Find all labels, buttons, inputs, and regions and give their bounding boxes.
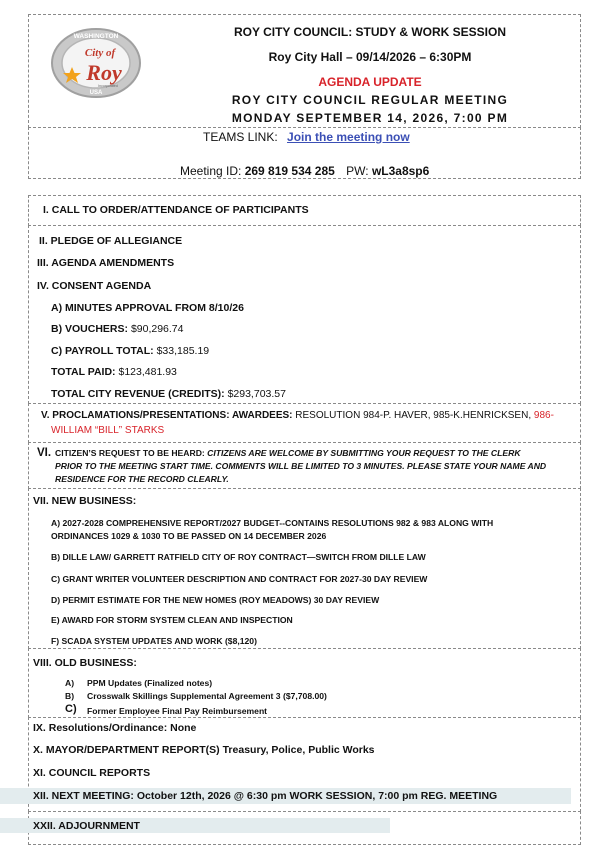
- item-iv-total-paid: [51, 366, 177, 378]
- next-meeting-date: October 12th, 2026 @ 6:30 pm: [136, 790, 287, 802]
- item-iv-total-revenue: [51, 388, 286, 400]
- meeting-date: MONDAY SEPTEMBER 14, 2026, 7:00 PM: [231, 111, 509, 125]
- item-viii-a-number: A): [65, 678, 75, 688]
- item-xxii-adjournment: XXII. ADJOURNMENT: [33, 820, 140, 832]
- item-viii-a: PPM Updates (Finalized notes): [87, 678, 213, 688]
- session-title: ROY CITY COUNCIL: STUDY & WORK SESSION: [233, 25, 507, 39]
- teams-row: [203, 130, 410, 144]
- meeting-id-label: Meeting ID:: [180, 164, 242, 178]
- meeting-name: ROY CITY COUNCIL REGULAR MEETING: [231, 93, 509, 107]
- item-vii-b: B) DILLE LAW/ GARRETT RATFIELD CITY OF ROY CONTRACT—SWITCH FROM DILLE LAW: [51, 552, 426, 562]
- item-viii-b: Crosswalk Skillings Supplemental Agreement 3 ($7,708.00): [87, 691, 327, 701]
- citizens-request-label: CITIZEN’S REQUEST TO BE HEARD:: [55, 448, 205, 458]
- svg-text:Roy: Roy: [86, 60, 122, 85]
- meeting-id-value: 269 819 534 285: [244, 164, 335, 178]
- proclamations-red-2: WILLIAM “BILL” STARKS: [51, 425, 165, 436]
- next-meeting-work-session: WORK SESSION,: [289, 790, 376, 802]
- item-iv-consent: IV. CONSENT AGENDA: [37, 280, 152, 292]
- svg-text:USA: USA: [89, 90, 103, 96]
- citizens-request-text-2: PRIOR TO THE MEETING START TIME. COMMENTS WILL BE LIMITED TO 3 MINUTES. PLEASE STATE YOUR NAME AND: [55, 461, 547, 471]
- item-vii-a-line2: ORDINANCES 1029 & 1030 TO BE PASSED ON 14 DECEMBER 2026: [51, 531, 327, 541]
- total-revenue-value: $293,703.57: [227, 388, 286, 400]
- item-ii-pledge: II. PLEDGE OF ALLEGIANCE: [39, 235, 183, 247]
- item-vii-e: E) AWARD FOR STORM SYSTEM CLEAN AND INSPECTION: [51, 615, 293, 625]
- pw-value: wL3a8sp6: [371, 164, 430, 178]
- agenda-update-label: AGENDA UPDATE: [318, 75, 422, 89]
- item-vii-c: C) GRANT WRITER VOLUNTEER DESCRIPTION AND CONTRACT FOR 2027-30 DAY REVIEW: [51, 574, 428, 584]
- item-viii-b-number: B): [65, 691, 75, 701]
- item-xi-council-reports: XI. COUNCIL REPORTS: [33, 767, 151, 779]
- svg-text:WASHINGTON: WASHINGTON: [73, 33, 119, 40]
- total-paid-value: $123,481.93: [118, 366, 177, 378]
- teams-join-link[interactable]: Join the meeting now: [287, 130, 410, 144]
- item-viii-c: Former Employee Final Pay Reimbursement: [87, 706, 268, 716]
- next-meeting-regular: 7:00 pm REG. MEETING: [378, 790, 498, 802]
- item-i-call-to-order: I. CALL TO ORDER/ATTENDANCE OF PARTICIPANTS: [43, 204, 309, 216]
- item-iv-b-vouchers: [51, 323, 184, 335]
- item-vi-number: VI.: [37, 447, 52, 459]
- section-v-box: [28, 403, 581, 443]
- next-meeting-label: XII. NEXT MEETING:: [33, 790, 134, 802]
- meeting-id-row: [180, 164, 429, 178]
- item-viii-old-business: VIII. OLD BUSINESS:: [33, 657, 137, 669]
- item-vii-new-business: VII. NEW BUSINESS:: [33, 495, 137, 507]
- proclamations-text: RESOLUTION 984-P. HAVER, 985-K.HENRICKSEN,: [295, 410, 532, 421]
- proclamations-label: V. PROCLAMATIONS/PRESENTATIONS: AWARDEES:: [41, 410, 293, 421]
- total-revenue-label: TOTAL CITY REVENUE (CREDITS):: [51, 388, 225, 400]
- vouchers-value: $90,296.74: [130, 323, 184, 335]
- payroll-label: C) PAYROLL TOTAL:: [51, 345, 154, 357]
- item-xii-next-meeting: [33, 790, 497, 802]
- teams-label: TEAMS LINK:: [203, 130, 278, 144]
- svg-text:City of: City of: [84, 47, 116, 59]
- citizens-request-text-1: CITIZENS ARE WELCOME BY SUBMITTING YOUR REQUEST TO THE CLERK: [207, 448, 521, 458]
- session-location: Roy City Hall – 09/14/2026 – 6:30PM: [268, 50, 472, 64]
- payroll-value: $33,185.19: [156, 345, 210, 357]
- vouchers-label: B) VOUCHERS:: [51, 323, 129, 335]
- proclamations-red-1: 986-: [533, 410, 554, 421]
- total-paid-label: TOTAL PAID:: [51, 366, 116, 378]
- item-iv-c-payroll: [51, 345, 209, 357]
- pw-label: PW:: [346, 164, 369, 178]
- item-vii-d: D) PERMIT ESTIMATE FOR THE NEW HOMES (ROY MEADOWS) 30 DAY REVIEW: [51, 595, 380, 605]
- city-seal-logo: [50, 27, 142, 99]
- item-vii-a-line1: A) 2027-2028 COMPREHENSIVE REPORT/2027 BUDGET--CONTAINS RESOLUTIONS 982 & 983 ALONG WITH: [51, 518, 494, 528]
- citizens-request-text-3: RESIDENCE FOR THE RECORD CLEARLY.: [55, 474, 229, 484]
- svg-text:Incorporated: Incorporated: [98, 84, 118, 88]
- item-vi-line1: [55, 448, 521, 458]
- item-iv-a-minutes: A) MINUTES APPROVAL FROM 8/10/26: [51, 302, 244, 314]
- item-iii-amendments: III. AGENDA AMENDMENTS: [37, 257, 175, 269]
- item-vii-f: F) SCADA SYSTEM UPDATES AND WORK ($8,120): [51, 636, 257, 646]
- item-ix-resolutions: IX. Resolutions/Ordinance: None: [33, 722, 197, 734]
- item-viii-c-number: C): [65, 703, 77, 715]
- item-v-proclamations: [41, 410, 554, 421]
- item-x-mayor-report: X. MAYOR/DEPARTMENT REPORT(S) Treasury, Police, Public Works: [33, 744, 375, 756]
